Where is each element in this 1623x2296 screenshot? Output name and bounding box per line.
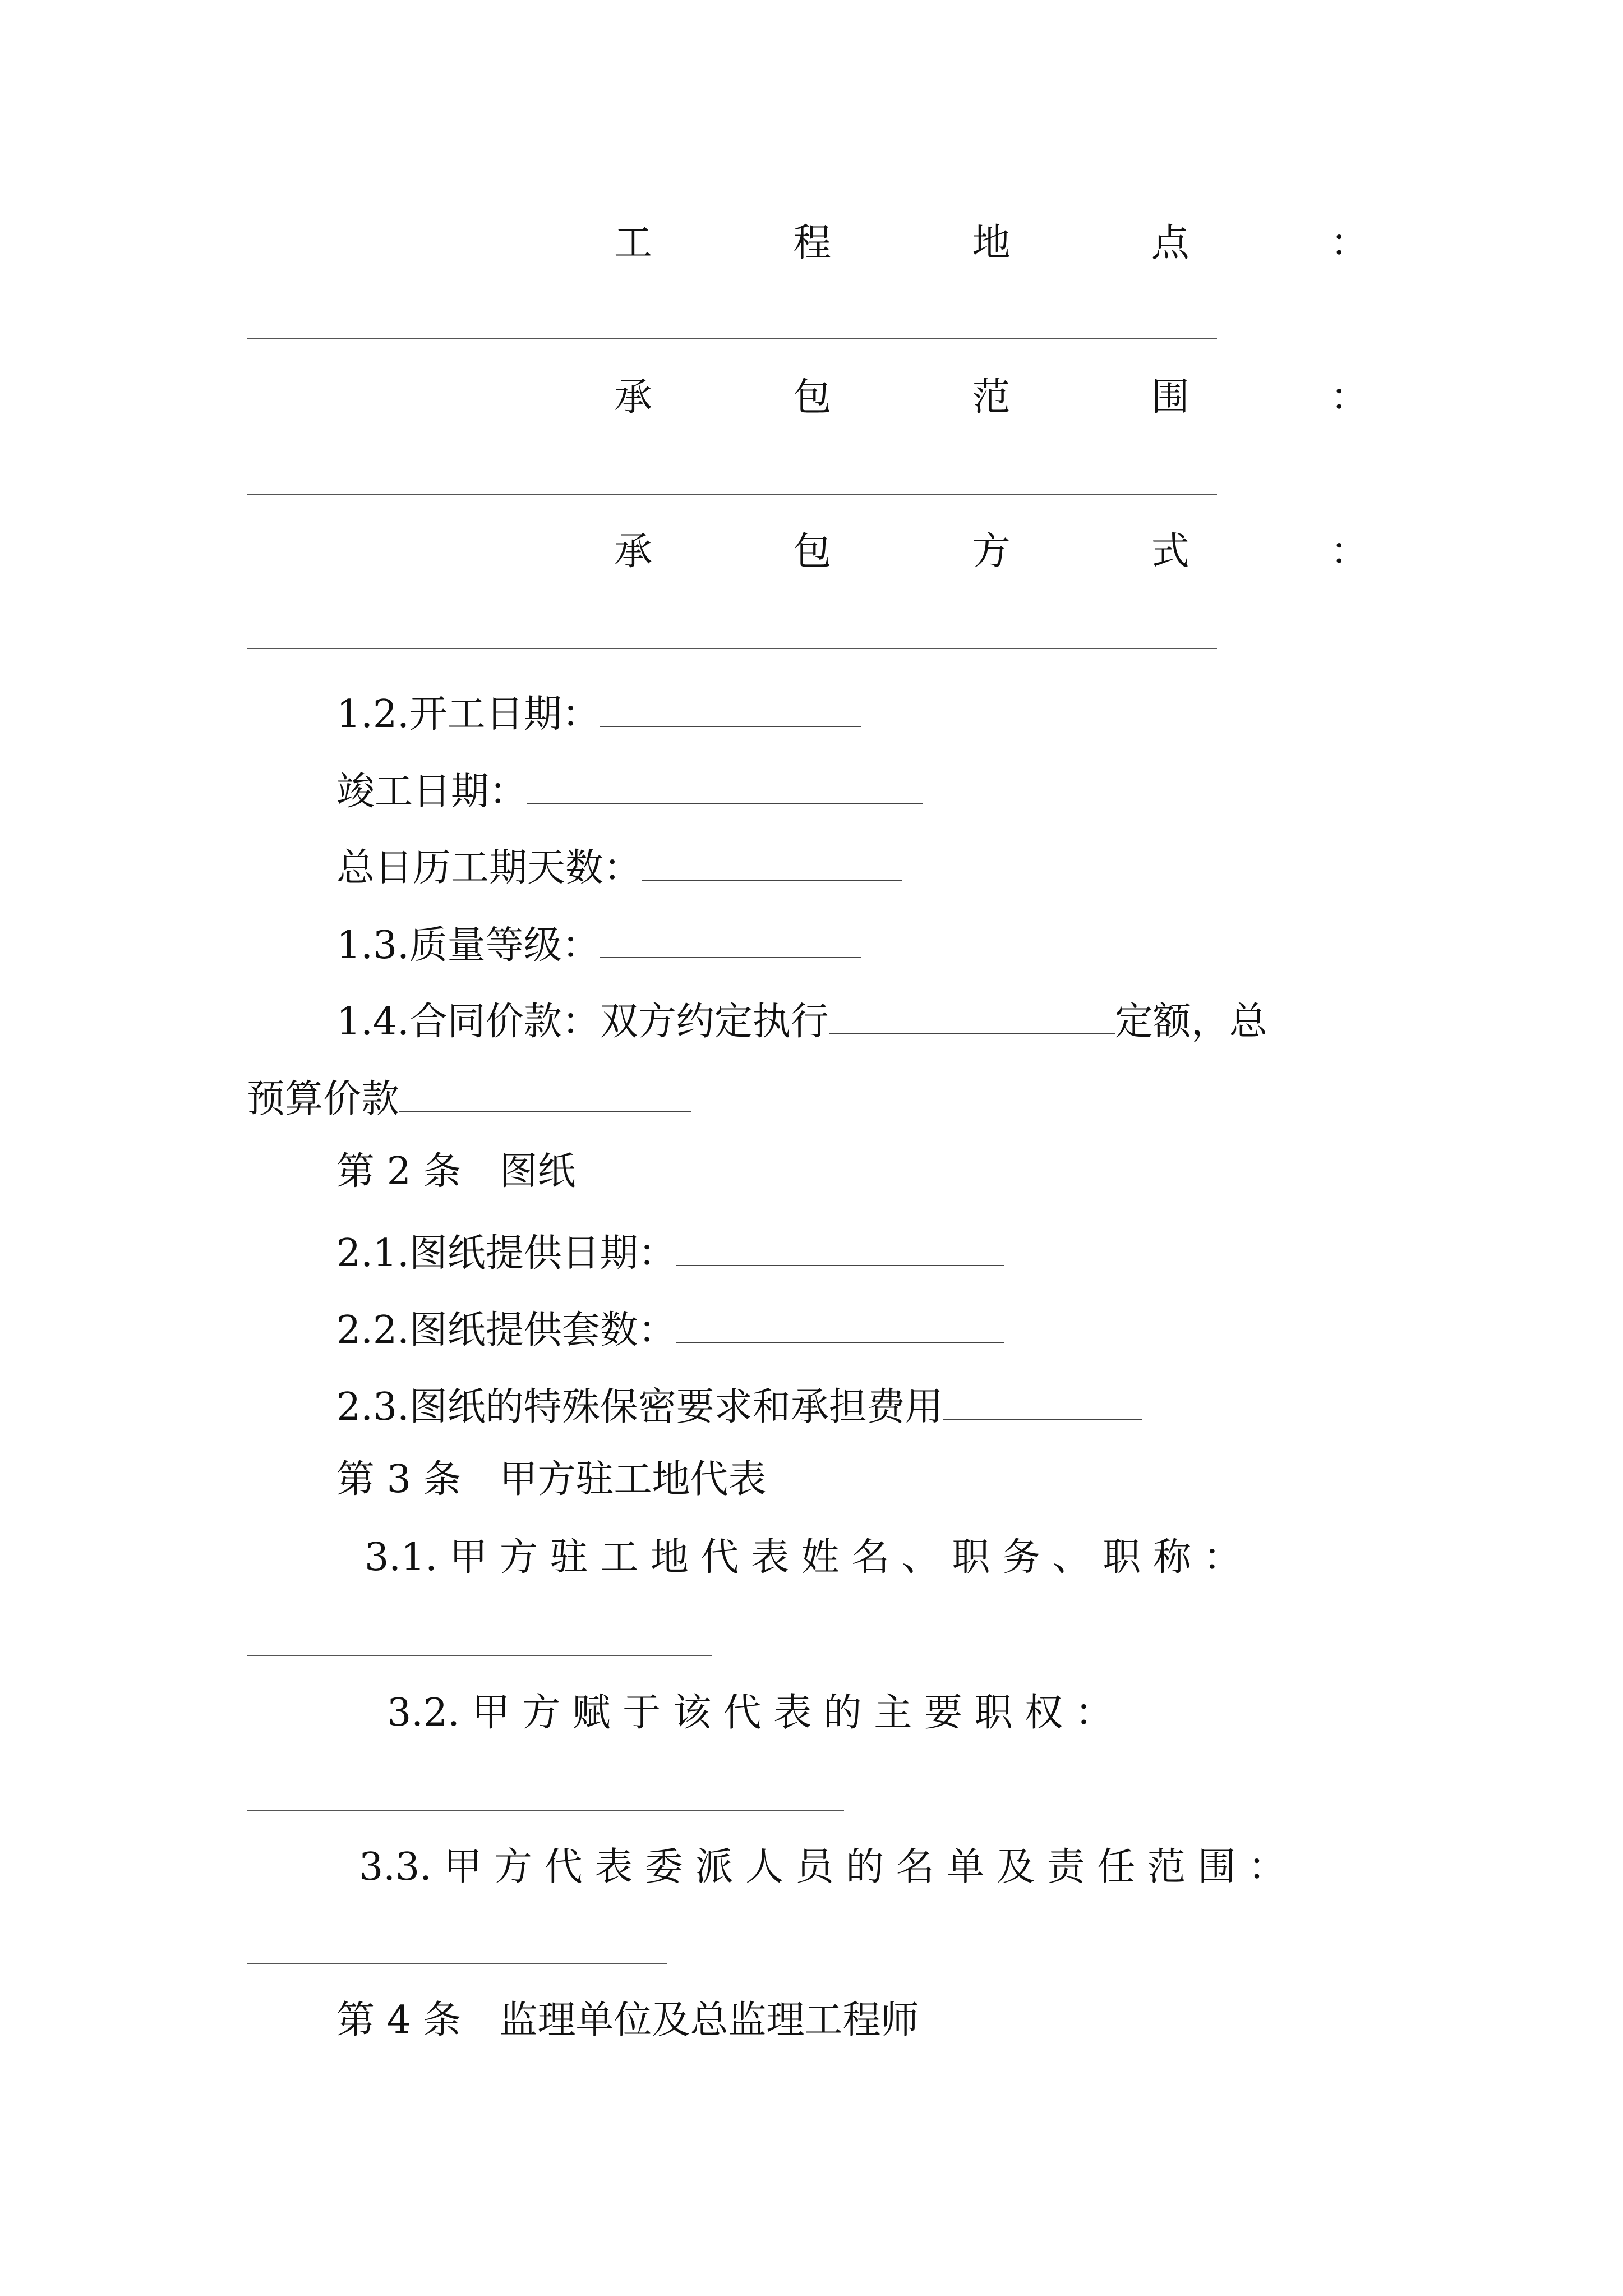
rep-name-line: 3.1. 甲 方 驻 工 地 代 表 姓 名 、 职 务 、 职 称 ： <box>365 1535 1242 1580</box>
label-char: 方 <box>972 530 1011 574</box>
label-char: 式 <box>1151 530 1189 574</box>
drawing-secrecy-label: 2.3.图纸的特殊保密要求和承担费用 <box>336 1385 943 1429</box>
label-char: ： <box>1330 375 1368 420</box>
label-char: 工 <box>614 221 653 265</box>
drawing-date-line <box>336 1230 1004 1276</box>
drawing-sets-label: 2.2.图纸提供套数： <box>336 1308 676 1352</box>
drawing-sets-line <box>336 1307 1004 1350</box>
contract-price-line <box>336 999 1267 1044</box>
rep-staff-line: 3.3. 甲 方 代 表 委 派 人 员 的 名 单 及 责 任 范 围 ： <box>359 1845 1287 1889</box>
drawing-sets-blank[interactable] <box>676 1307 1004 1343</box>
rep-staff-blank[interactable] <box>247 1963 667 1964</box>
label-char: ： <box>1330 530 1368 574</box>
completion-date-line <box>336 769 923 814</box>
article-2-title: 第 2 条 图纸 <box>336 1149 576 1194</box>
completion-date-label: 竣工日期： <box>336 770 528 814</box>
label-char: ： <box>1330 221 1368 265</box>
contract-mode-blank[interactable] <box>247 648 1217 649</box>
start-date-line <box>336 691 861 737</box>
article-3-title: 第 3 条 甲方驻工地代表 <box>336 1457 767 1502</box>
label-char: 点 <box>1151 221 1189 265</box>
rep-authority-line: 3.2. 甲 方 赋 于 该 代 表 的 主 要 职 权 ： <box>387 1691 1113 1735</box>
start-date-label: 1.2.开工日期： <box>336 692 600 737</box>
label-char: 承 <box>614 375 653 420</box>
budget-price-line <box>247 1076 691 1119</box>
start-date-blank[interactable] <box>600 691 861 727</box>
budget-price-label: 预算价款 <box>247 1077 400 1121</box>
label-char: 范 <box>972 375 1011 420</box>
total-days-blank[interactable] <box>642 845 902 881</box>
total-days-label: 总日历工期天数： <box>336 846 642 890</box>
rep-authority-blank[interactable] <box>247 1810 844 1811</box>
drawing-secrecy-line <box>336 1384 1142 1427</box>
contract-scope-label <box>614 375 1368 420</box>
label-char: 包 <box>793 530 832 574</box>
label-char: 承 <box>614 530 653 574</box>
quality-grade-line <box>336 922 861 968</box>
drawing-date-blank[interactable] <box>676 1230 1004 1266</box>
drawing-date-label: 2.1.图纸提供日期： <box>336 1231 676 1276</box>
quota-blank[interactable] <box>829 999 1115 1034</box>
completion-date-blank[interactable] <box>527 769 923 804</box>
total-days-line <box>336 845 902 890</box>
contract-mode-label <box>614 530 1368 574</box>
label-char: 程 <box>793 221 832 265</box>
contract-price-suffix: 定额，总 <box>1114 1000 1267 1044</box>
label-char: 地 <box>972 221 1011 265</box>
quality-grade-blank[interactable] <box>600 922 861 958</box>
article-4-title: 第 4 条 监理单位及总监理工程师 <box>336 1998 919 2042</box>
drawing-secrecy-blank[interactable] <box>943 1384 1142 1420</box>
quality-grade-label: 1.3.质量等级： <box>336 923 600 968</box>
rep-name-blank[interactable] <box>247 1655 712 1656</box>
contract-price-label: 1.4.合同价款：双方约定执行 <box>336 1000 829 1044</box>
budget-price-blank[interactable] <box>399 1076 691 1112</box>
label-char: 包 <box>793 375 832 420</box>
project-location-label <box>614 221 1368 265</box>
label-char: 围 <box>1151 375 1189 420</box>
project-location-blank[interactable] <box>247 338 1217 339</box>
contract-scope-blank[interactable] <box>247 494 1217 495</box>
